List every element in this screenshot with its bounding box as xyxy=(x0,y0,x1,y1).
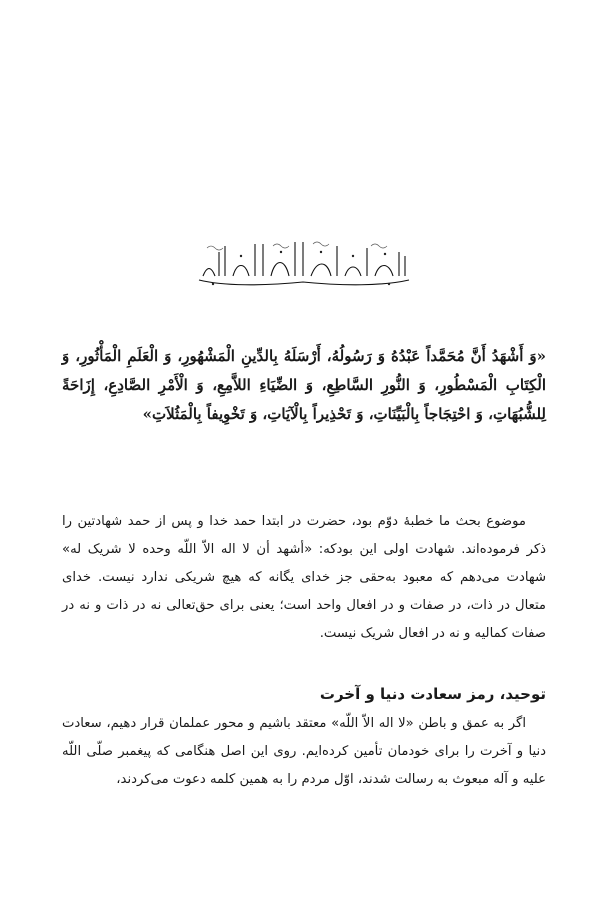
section-heading: توحید، رمز سعادت دنیا و آخرت xyxy=(319,685,546,703)
body-paragraph: موضوع بحث ما خطبهٔ دوّم بود، حضرت در ابتدا حمد خدا و پس از حمد شهادتین را ذکر فرموده‌اند. شهادت اولی این بودکه: «أشهد أن لا اله الاّ اللّه وحده لا شریک له» شهادت می‌دهم که معبود به‌حقی جز خدای یگانه که هیچ شریکی ندارد نیست. خدای متعال در ذات، در صفات و در افعال واحد است؛ یعنی برای حق‌تعالی نه در ذات و نه در صفات کمالیه و نه در افعال شریک نیست. xyxy=(62,514,546,641)
body-paragraph: اگر به عمق و باطن «لا اله الاّ اللّه» معتقد باشیم و محور عملمان قرار دهیم، سعادت دنیا و آخرت را برای خودمان تأمین کرده‌ایم. روی این اصل هنگامی که پیغمبر صلّی اللّه علیه و آله مبعوث به رسالت شدند، اوّل مردم را به همین کلمه دعوت می‌کردند، xyxy=(62,716,546,787)
basmala-calligraphy xyxy=(193,236,415,290)
quote-text: «وَ أَشْهَدُ أَنَّ مُحَمَّداً عَبْدُهُ وَ رَسُولُهُ، أَرْسَلَهُ بِالدِّينِ الْمَشْهُورِ، وَ الْعَلَمِ الْمَأْثُورِ، وَ الْكِتَابِ الْمَسْطُورِ، وَ النُّورِ السَّاطِعِ، وَ الضِّيَاءِ اللاَّمِعِ، وَ الْأَمْرِ الصَّادِعِ، إِزَاحَةً لِلشُّبُهَاتِ، وَ احْتِجَاجاً بِالْبَيِّنَاتِ، وَ تَحْذِيراً بِالْآيَاتِ، وَ تَخْوِيفاً بِالْمَثُلاَتِ» xyxy=(62,347,546,423)
